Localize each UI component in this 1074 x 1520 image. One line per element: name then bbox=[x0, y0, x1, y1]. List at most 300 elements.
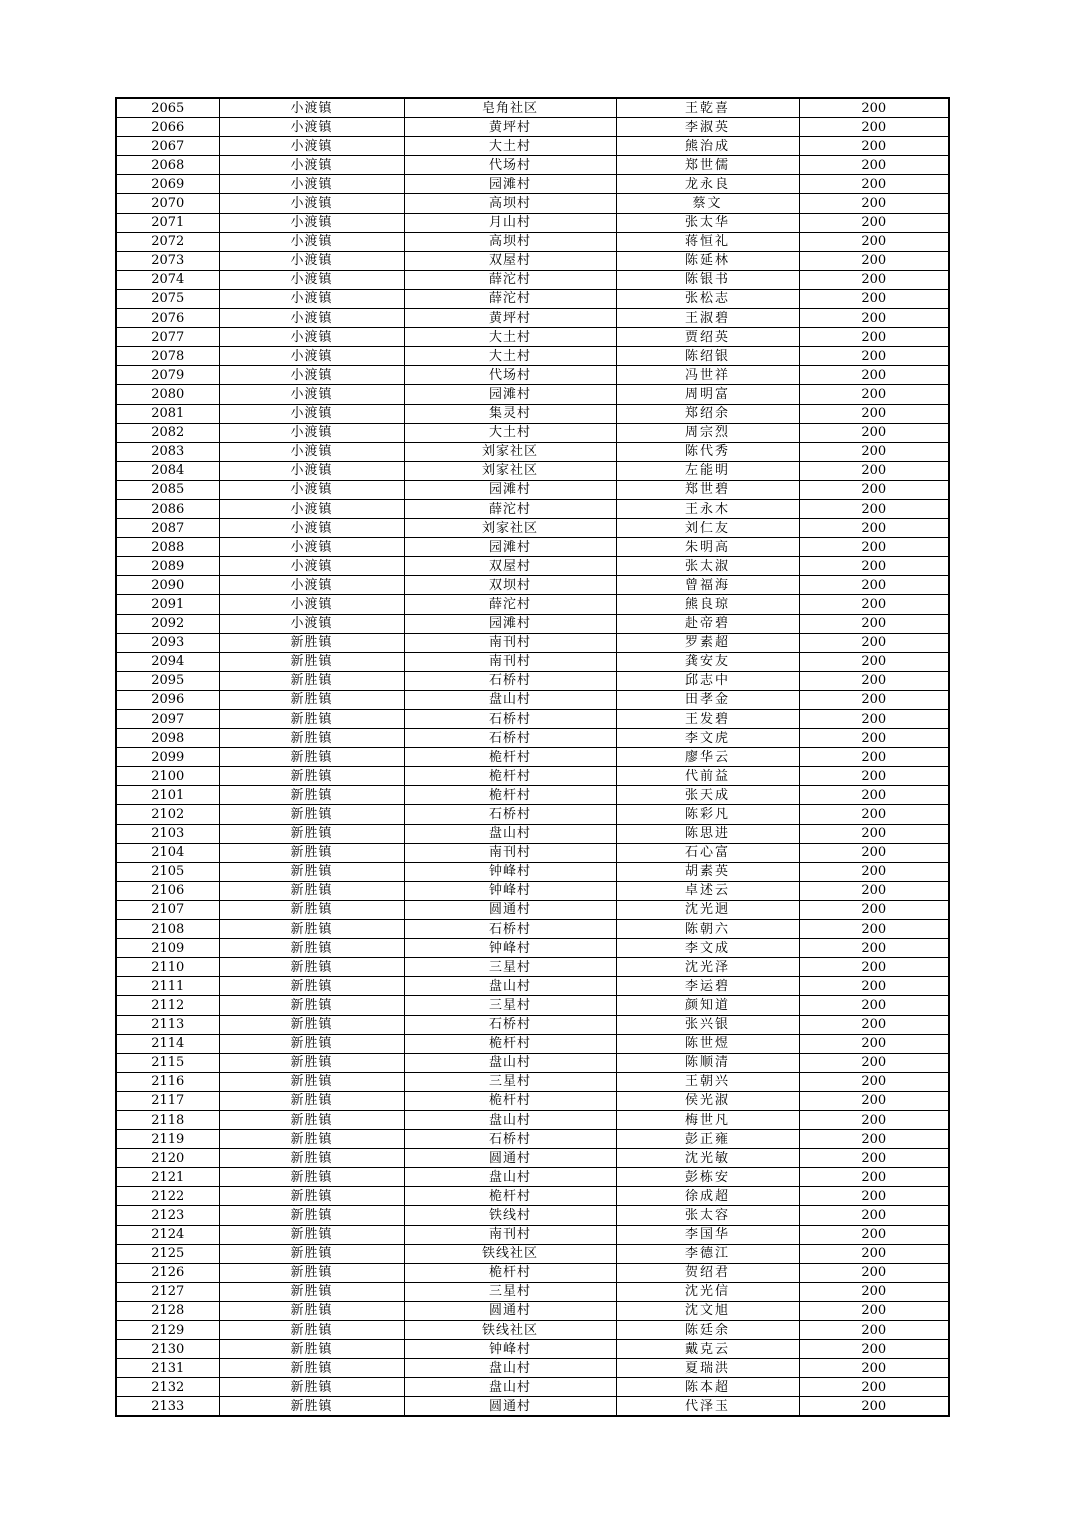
amount-cell: 200 bbox=[799, 939, 949, 958]
name-cell: 陈银书 bbox=[616, 270, 799, 289]
town-cell: 小渡镇 bbox=[219, 309, 404, 328]
town-cell: 小渡镇 bbox=[219, 156, 404, 175]
table-row bbox=[116, 538, 949, 557]
town-cell: 小渡镇 bbox=[219, 423, 404, 442]
village-cell: 黄坪村 bbox=[404, 118, 616, 137]
town-cell: 新胜镇 bbox=[219, 1053, 404, 1072]
amount-cell: 200 bbox=[799, 1149, 949, 1168]
name-cell: 陈思进 bbox=[616, 824, 799, 843]
town-cell: 小渡镇 bbox=[219, 347, 404, 366]
name-cell: 邱志中 bbox=[616, 671, 799, 690]
town-cell: 小渡镇 bbox=[219, 557, 404, 576]
serial-number-cell: 2102 bbox=[116, 805, 219, 824]
amount-cell: 200 bbox=[799, 977, 949, 996]
town-cell: 新胜镇 bbox=[219, 958, 404, 977]
town-cell: 小渡镇 bbox=[219, 461, 404, 480]
name-cell: 张太容 bbox=[616, 1206, 799, 1225]
name-cell: 张太华 bbox=[616, 213, 799, 232]
village-cell: 大土村 bbox=[404, 347, 616, 366]
amount-cell: 200 bbox=[799, 633, 949, 652]
name-cell: 郑世碧 bbox=[616, 480, 799, 499]
town-cell: 新胜镇 bbox=[219, 1034, 404, 1053]
table-row bbox=[116, 786, 949, 805]
village-cell: 薛沱村 bbox=[404, 499, 616, 518]
town-cell: 新胜镇 bbox=[219, 1206, 404, 1225]
town-cell: 新胜镇 bbox=[219, 1015, 404, 1034]
amount-cell: 200 bbox=[799, 958, 949, 977]
name-cell: 王淑碧 bbox=[616, 309, 799, 328]
serial-number-cell: 2081 bbox=[116, 404, 219, 423]
village-cell: 石桥村 bbox=[404, 1130, 616, 1149]
name-cell: 石心富 bbox=[616, 843, 799, 862]
serial-number-cell: 2119 bbox=[116, 1130, 219, 1149]
table-row bbox=[116, 118, 949, 137]
name-cell: 李文成 bbox=[616, 939, 799, 958]
village-cell: 三星村 bbox=[404, 958, 616, 977]
amount-cell: 200 bbox=[799, 499, 949, 518]
town-cell: 小渡镇 bbox=[219, 232, 404, 251]
serial-number-cell: 2114 bbox=[116, 1034, 219, 1053]
amount-cell: 200 bbox=[799, 328, 949, 347]
roster-table bbox=[115, 97, 950, 1417]
amount-cell: 200 bbox=[799, 270, 949, 289]
town-cell: 小渡镇 bbox=[219, 118, 404, 137]
table-row bbox=[116, 710, 949, 729]
table-row bbox=[116, 1225, 949, 1244]
table-row bbox=[116, 595, 949, 614]
name-cell: 代泽玉 bbox=[616, 1397, 799, 1417]
village-cell: 薛沱村 bbox=[404, 270, 616, 289]
amount-cell: 200 bbox=[799, 1187, 949, 1206]
table-row bbox=[116, 156, 949, 175]
serial-number-cell: 2111 bbox=[116, 977, 219, 996]
town-cell: 新胜镇 bbox=[219, 748, 404, 767]
name-cell: 徐成超 bbox=[616, 1187, 799, 1206]
serial-number-cell: 2131 bbox=[116, 1359, 219, 1378]
village-cell: 石桥村 bbox=[404, 805, 616, 824]
town-cell: 新胜镇 bbox=[219, 900, 404, 919]
village-cell: 盘山村 bbox=[404, 1359, 616, 1378]
town-cell: 新胜镇 bbox=[219, 1321, 404, 1340]
table-row bbox=[116, 213, 949, 232]
amount-cell: 200 bbox=[799, 920, 949, 939]
serial-number-cell: 2130 bbox=[116, 1340, 219, 1359]
village-cell: 南刊村 bbox=[404, 633, 616, 652]
name-cell: 龚安友 bbox=[616, 652, 799, 671]
table-row bbox=[116, 232, 949, 251]
town-cell: 新胜镇 bbox=[219, 767, 404, 786]
amount-cell: 200 bbox=[799, 1263, 949, 1282]
name-cell: 蒋恒礼 bbox=[616, 232, 799, 251]
name-cell: 戴克云 bbox=[616, 1340, 799, 1359]
village-cell: 钟峰村 bbox=[404, 1340, 616, 1359]
amount-cell: 200 bbox=[799, 900, 949, 919]
town-cell: 小渡镇 bbox=[219, 519, 404, 538]
town-cell: 小渡镇 bbox=[219, 213, 404, 232]
table-row bbox=[116, 1340, 949, 1359]
name-cell: 赴帝碧 bbox=[616, 614, 799, 633]
amount-cell: 200 bbox=[799, 385, 949, 404]
name-cell: 罗素超 bbox=[616, 633, 799, 652]
amount-cell: 200 bbox=[799, 404, 949, 423]
serial-number-cell: 2096 bbox=[116, 690, 219, 709]
name-cell: 王永木 bbox=[616, 499, 799, 518]
town-cell: 新胜镇 bbox=[219, 1187, 404, 1206]
table-row bbox=[116, 576, 949, 595]
town-cell: 新胜镇 bbox=[219, 1149, 404, 1168]
town-cell: 小渡镇 bbox=[219, 595, 404, 614]
serial-number-cell: 2078 bbox=[116, 347, 219, 366]
table-row bbox=[116, 328, 949, 347]
amount-cell: 200 bbox=[799, 366, 949, 385]
table-row bbox=[116, 1034, 949, 1053]
village-cell: 集灵村 bbox=[404, 404, 616, 423]
table-row bbox=[116, 442, 949, 461]
amount-cell: 200 bbox=[799, 1110, 949, 1129]
table-row bbox=[116, 1244, 949, 1263]
table-row bbox=[116, 881, 949, 900]
serial-number-cell: 2123 bbox=[116, 1206, 219, 1225]
serial-number-cell: 2098 bbox=[116, 729, 219, 748]
amount-cell: 200 bbox=[799, 519, 949, 538]
name-cell: 陈顺清 bbox=[616, 1053, 799, 1072]
serial-number-cell: 2094 bbox=[116, 652, 219, 671]
amount-cell: 200 bbox=[799, 996, 949, 1015]
name-cell: 周宗烈 bbox=[616, 423, 799, 442]
village-cell: 黄坪村 bbox=[404, 309, 616, 328]
table-row bbox=[116, 652, 949, 671]
village-cell: 桅杆村 bbox=[404, 748, 616, 767]
town-cell: 小渡镇 bbox=[219, 175, 404, 194]
amount-cell: 200 bbox=[799, 442, 949, 461]
village-cell: 盘山村 bbox=[404, 1110, 616, 1129]
table-row bbox=[116, 404, 949, 423]
serial-number-cell: 2128 bbox=[116, 1301, 219, 1320]
amount-cell: 200 bbox=[799, 767, 949, 786]
serial-number-cell: 2065 bbox=[116, 98, 219, 118]
town-cell: 新胜镇 bbox=[219, 881, 404, 900]
name-cell: 王发碧 bbox=[616, 710, 799, 729]
village-cell: 盘山村 bbox=[404, 690, 616, 709]
village-cell: 大土村 bbox=[404, 328, 616, 347]
village-cell: 盘山村 bbox=[404, 824, 616, 843]
serial-number-cell: 2120 bbox=[116, 1149, 219, 1168]
village-cell: 盘山村 bbox=[404, 1378, 616, 1397]
town-cell: 小渡镇 bbox=[219, 137, 404, 156]
amount-cell: 200 bbox=[799, 690, 949, 709]
name-cell: 曾福海 bbox=[616, 576, 799, 595]
serial-number-cell: 2124 bbox=[116, 1225, 219, 1244]
name-cell: 张太淑 bbox=[616, 557, 799, 576]
serial-number-cell: 2126 bbox=[116, 1263, 219, 1282]
name-cell: 王朝兴 bbox=[616, 1072, 799, 1091]
serial-number-cell: 2110 bbox=[116, 958, 219, 977]
name-cell: 张兴银 bbox=[616, 1015, 799, 1034]
serial-number-cell: 2088 bbox=[116, 538, 219, 557]
village-cell: 代场村 bbox=[404, 366, 616, 385]
village-cell: 圆通村 bbox=[404, 900, 616, 919]
serial-number-cell: 2084 bbox=[116, 461, 219, 480]
town-cell: 小渡镇 bbox=[219, 366, 404, 385]
name-cell: 王乾喜 bbox=[616, 98, 799, 118]
town-cell: 新胜镇 bbox=[219, 843, 404, 862]
name-cell: 李运碧 bbox=[616, 977, 799, 996]
serial-number-cell: 2107 bbox=[116, 900, 219, 919]
serial-number-cell: 2076 bbox=[116, 309, 219, 328]
amount-cell: 200 bbox=[799, 289, 949, 308]
village-cell: 圆通村 bbox=[404, 1149, 616, 1168]
serial-number-cell: 2067 bbox=[116, 137, 219, 156]
amount-cell: 200 bbox=[799, 671, 949, 690]
village-cell: 桅杆村 bbox=[404, 767, 616, 786]
town-cell: 新胜镇 bbox=[219, 824, 404, 843]
amount-cell: 200 bbox=[799, 1225, 949, 1244]
name-cell: 龙永良 bbox=[616, 175, 799, 194]
serial-number-cell: 2121 bbox=[116, 1168, 219, 1187]
serial-number-cell: 2082 bbox=[116, 423, 219, 442]
town-cell: 新胜镇 bbox=[219, 710, 404, 729]
table-row bbox=[116, 843, 949, 862]
village-cell: 园滩村 bbox=[404, 385, 616, 404]
village-cell: 桅杆村 bbox=[404, 1034, 616, 1053]
amount-cell: 200 bbox=[799, 423, 949, 442]
table-row bbox=[116, 1206, 949, 1225]
town-cell: 小渡镇 bbox=[219, 499, 404, 518]
serial-number-cell: 2079 bbox=[116, 366, 219, 385]
table-row bbox=[116, 1282, 949, 1301]
name-cell: 熊治成 bbox=[616, 137, 799, 156]
town-cell: 新胜镇 bbox=[219, 939, 404, 958]
amount-cell: 200 bbox=[799, 175, 949, 194]
serial-number-cell: 2112 bbox=[116, 996, 219, 1015]
table-row bbox=[116, 137, 949, 156]
village-cell: 园滩村 bbox=[404, 538, 616, 557]
town-cell: 新胜镇 bbox=[219, 1301, 404, 1320]
table-row bbox=[116, 958, 949, 977]
serial-number-cell: 2106 bbox=[116, 881, 219, 900]
name-cell: 李淑英 bbox=[616, 118, 799, 137]
amount-cell: 200 bbox=[799, 1130, 949, 1149]
town-cell: 新胜镇 bbox=[219, 1359, 404, 1378]
table-row bbox=[116, 920, 949, 939]
town-cell: 新胜镇 bbox=[219, 1091, 404, 1110]
town-cell: 小渡镇 bbox=[219, 251, 404, 270]
amount-cell: 200 bbox=[799, 1168, 949, 1187]
table-row bbox=[116, 557, 949, 576]
table-row bbox=[116, 1378, 949, 1397]
serial-number-cell: 2109 bbox=[116, 939, 219, 958]
amount-cell: 200 bbox=[799, 881, 949, 900]
name-cell: 陈彩凡 bbox=[616, 805, 799, 824]
town-cell: 新胜镇 bbox=[219, 1244, 404, 1263]
town-cell: 新胜镇 bbox=[219, 652, 404, 671]
table-row bbox=[116, 805, 949, 824]
town-cell: 新胜镇 bbox=[219, 1168, 404, 1187]
village-cell: 刘家社区 bbox=[404, 461, 616, 480]
name-cell: 陈延林 bbox=[616, 251, 799, 270]
village-cell: 园滩村 bbox=[404, 614, 616, 633]
village-cell: 薛沱村 bbox=[404, 289, 616, 308]
serial-number-cell: 2091 bbox=[116, 595, 219, 614]
serial-number-cell: 2092 bbox=[116, 614, 219, 633]
amount-cell: 200 bbox=[799, 595, 949, 614]
table-row bbox=[116, 1130, 949, 1149]
name-cell: 郑世儒 bbox=[616, 156, 799, 175]
town-cell: 小渡镇 bbox=[219, 385, 404, 404]
amount-cell: 200 bbox=[799, 748, 949, 767]
serial-number-cell: 2104 bbox=[116, 843, 219, 862]
town-cell: 新胜镇 bbox=[219, 996, 404, 1015]
name-cell: 沈光信 bbox=[616, 1282, 799, 1301]
town-cell: 小渡镇 bbox=[219, 98, 404, 118]
village-cell: 月山村 bbox=[404, 213, 616, 232]
town-cell: 新胜镇 bbox=[219, 671, 404, 690]
serial-number-cell: 2070 bbox=[116, 194, 219, 213]
amount-cell: 200 bbox=[799, 251, 949, 270]
town-cell: 新胜镇 bbox=[219, 1282, 404, 1301]
name-cell: 蔡文 bbox=[616, 194, 799, 213]
serial-number-cell: 2074 bbox=[116, 270, 219, 289]
town-cell: 新胜镇 bbox=[219, 1378, 404, 1397]
village-cell: 园滩村 bbox=[404, 480, 616, 499]
table-row bbox=[116, 671, 949, 690]
name-cell: 陈绍银 bbox=[616, 347, 799, 366]
serial-number-cell: 2127 bbox=[116, 1282, 219, 1301]
serial-number-cell: 2132 bbox=[116, 1378, 219, 1397]
amount-cell: 200 bbox=[799, 480, 949, 499]
amount-cell: 200 bbox=[799, 98, 949, 118]
name-cell: 陈世煜 bbox=[616, 1034, 799, 1053]
table-row bbox=[116, 1263, 949, 1282]
table-row bbox=[116, 519, 949, 538]
village-cell: 皂角社区 bbox=[404, 98, 616, 118]
amount-cell: 200 bbox=[799, 1301, 949, 1320]
town-cell: 小渡镇 bbox=[219, 576, 404, 595]
table-row bbox=[116, 862, 949, 881]
serial-number-cell: 2122 bbox=[116, 1187, 219, 1206]
village-cell: 桅杆村 bbox=[404, 1091, 616, 1110]
village-cell: 铁线社区 bbox=[404, 1321, 616, 1340]
amount-cell: 200 bbox=[799, 786, 949, 805]
village-cell: 薛沱村 bbox=[404, 595, 616, 614]
amount-cell: 200 bbox=[799, 1091, 949, 1110]
village-cell: 代场村 bbox=[404, 156, 616, 175]
village-cell: 桅杆村 bbox=[404, 786, 616, 805]
village-cell: 石桥村 bbox=[404, 1015, 616, 1034]
serial-number-cell: 2090 bbox=[116, 576, 219, 595]
table-row bbox=[116, 977, 949, 996]
table-row bbox=[116, 633, 949, 652]
village-cell: 刘家社区 bbox=[404, 442, 616, 461]
town-cell: 小渡镇 bbox=[219, 614, 404, 633]
village-cell: 圆通村 bbox=[404, 1397, 616, 1417]
name-cell: 梅世凡 bbox=[616, 1110, 799, 1129]
name-cell: 陈廷余 bbox=[616, 1321, 799, 1340]
name-cell: 卓述云 bbox=[616, 881, 799, 900]
table-row bbox=[116, 748, 949, 767]
amount-cell: 200 bbox=[799, 614, 949, 633]
table-row bbox=[116, 251, 949, 270]
amount-cell: 200 bbox=[799, 1053, 949, 1072]
table-row bbox=[116, 194, 949, 213]
town-cell: 新胜镇 bbox=[219, 1225, 404, 1244]
town-cell: 新胜镇 bbox=[219, 805, 404, 824]
table-row bbox=[116, 767, 949, 786]
name-cell: 陈代秀 bbox=[616, 442, 799, 461]
village-cell: 双坝村 bbox=[404, 576, 616, 595]
name-cell: 贺绍君 bbox=[616, 1263, 799, 1282]
name-cell: 刘仁友 bbox=[616, 519, 799, 538]
name-cell: 左能明 bbox=[616, 461, 799, 480]
table-row bbox=[116, 309, 949, 328]
amount-cell: 200 bbox=[799, 461, 949, 480]
village-cell: 盘山村 bbox=[404, 1053, 616, 1072]
name-cell: 侯光淑 bbox=[616, 1091, 799, 1110]
table-row bbox=[116, 1110, 949, 1129]
amount-cell: 200 bbox=[799, 1397, 949, 1417]
amount-cell: 200 bbox=[799, 232, 949, 251]
town-cell: 新胜镇 bbox=[219, 862, 404, 881]
table-row bbox=[116, 480, 949, 499]
amount-cell: 200 bbox=[799, 1282, 949, 1301]
amount-cell: 200 bbox=[799, 729, 949, 748]
name-cell: 张天成 bbox=[616, 786, 799, 805]
serial-number-cell: 2103 bbox=[116, 824, 219, 843]
village-cell: 桅杆村 bbox=[404, 1187, 616, 1206]
table-row bbox=[116, 1359, 949, 1378]
amount-cell: 200 bbox=[799, 1015, 949, 1034]
amount-cell: 200 bbox=[799, 538, 949, 557]
village-cell: 桅杆村 bbox=[404, 1263, 616, 1282]
village-cell: 钟峰村 bbox=[404, 939, 616, 958]
town-cell: 小渡镇 bbox=[219, 270, 404, 289]
amount-cell: 200 bbox=[799, 156, 949, 175]
town-cell: 新胜镇 bbox=[219, 690, 404, 709]
town-cell: 新胜镇 bbox=[219, 920, 404, 939]
serial-number-cell: 2093 bbox=[116, 633, 219, 652]
amount-cell: 200 bbox=[799, 1244, 949, 1263]
table-row bbox=[116, 461, 949, 480]
town-cell: 小渡镇 bbox=[219, 328, 404, 347]
village-cell: 盘山村 bbox=[404, 977, 616, 996]
village-cell: 大土村 bbox=[404, 423, 616, 442]
amount-cell: 200 bbox=[799, 1034, 949, 1053]
serial-number-cell: 2100 bbox=[116, 767, 219, 786]
town-cell: 小渡镇 bbox=[219, 194, 404, 213]
name-cell: 贾绍英 bbox=[616, 328, 799, 347]
name-cell: 廖华云 bbox=[616, 748, 799, 767]
serial-number-cell: 2075 bbox=[116, 289, 219, 308]
table-row bbox=[116, 900, 949, 919]
name-cell: 朱明高 bbox=[616, 538, 799, 557]
table-row bbox=[116, 385, 949, 404]
name-cell: 李文虎 bbox=[616, 729, 799, 748]
village-cell: 南刊村 bbox=[404, 1225, 616, 1244]
table-row bbox=[116, 366, 949, 385]
amount-cell: 200 bbox=[799, 843, 949, 862]
table-row bbox=[116, 1149, 949, 1168]
serial-number-cell: 2099 bbox=[116, 748, 219, 767]
table-row bbox=[116, 1091, 949, 1110]
serial-number-cell: 2115 bbox=[116, 1053, 219, 1072]
village-cell: 双屋村 bbox=[404, 251, 616, 270]
amount-cell: 200 bbox=[799, 1378, 949, 1397]
amount-cell: 200 bbox=[799, 137, 949, 156]
village-cell: 三星村 bbox=[404, 1072, 616, 1091]
serial-number-cell: 2085 bbox=[116, 480, 219, 499]
table-row bbox=[116, 939, 949, 958]
village-cell: 铁线村 bbox=[404, 1206, 616, 1225]
